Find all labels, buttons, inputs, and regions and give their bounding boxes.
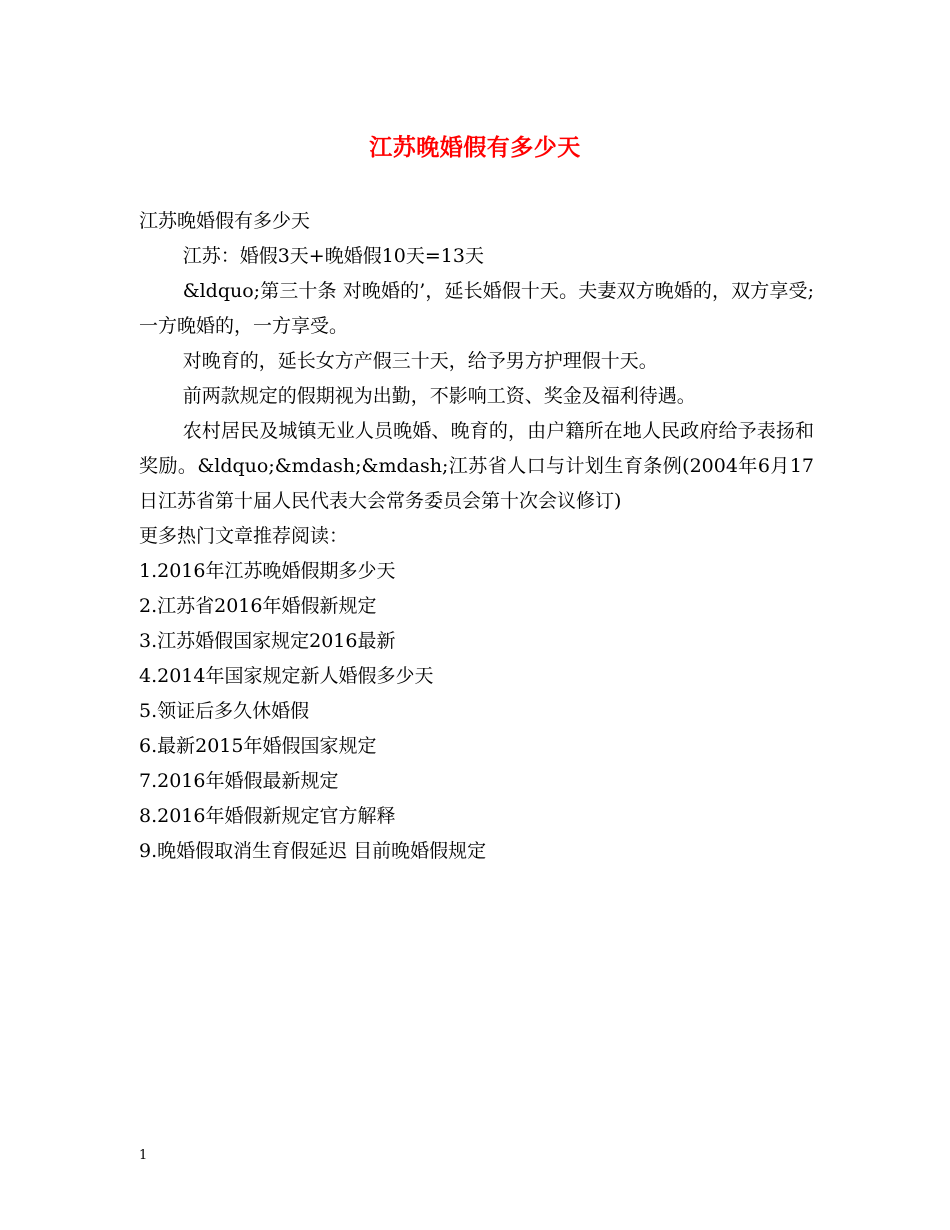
paragraph-3: 对晚育的，延长女方产假三十天，给予男方护理假十天。 (182, 350, 658, 372)
document-subtitle: 江苏晚婚假有多少天 (139, 210, 311, 232)
recommended-link-7[interactable]: 7.2016年婚假最新规定 (139, 770, 339, 792)
recommend-heading: 更多热门文章推荐阅读： (139, 525, 349, 547)
document-body (139, 204, 814, 869)
document-title: 江苏晚婚假有多少天 (369, 134, 581, 161)
recommended-link-9[interactable]: 9.晚婚假取消生育假延迟 目前晚婚假规定 (139, 840, 487, 862)
recommended-link-2[interactable]: 2.江苏省2016年婚假新规定 (139, 595, 377, 617)
recommended-link-1[interactable]: 1.2016年江苏晚婚假期多少天 (139, 560, 396, 582)
recommended-link-5[interactable]: 5.领证后多久休婚假 (139, 700, 310, 722)
recommended-link-4[interactable]: 4.2014年国家规定新人婚假多少天 (139, 665, 434, 687)
paragraph-4: 前两款规定的假期视为出勤，不影响工资、奖金及福利待遇。 (182, 385, 696, 407)
recommended-link-6[interactable]: 6.最新2015年婚假国家规定 (139, 735, 377, 757)
paragraph-5: 农村居民及城镇无业人员晚婚、晚育的，由户籍所在地人民政府给予表扬和奖励。&ldquo;&mdash;&mdash;江苏省人口与计划生育条例(2004年6月17日江苏省第十届人民代表大会常务委员会第十次会议修订) (139, 420, 814, 512)
page-number: 1 (139, 1148, 148, 1163)
recommended-link-8[interactable]: 8.2016年婚假新规定官方解释 (139, 805, 396, 827)
recommended-link-3[interactable]: 3.江苏婚假国家规定2016最新 (139, 630, 396, 652)
paragraph-1: 江苏：婚假3天+晚婚假10天=13天 (182, 245, 484, 267)
paragraph-2: &ldquo;第三十条 对晚婚的’，延长婚假十天。夫妻双方晚婚的，双方享受;一方晚婚的，一方享受。 (139, 280, 814, 337)
